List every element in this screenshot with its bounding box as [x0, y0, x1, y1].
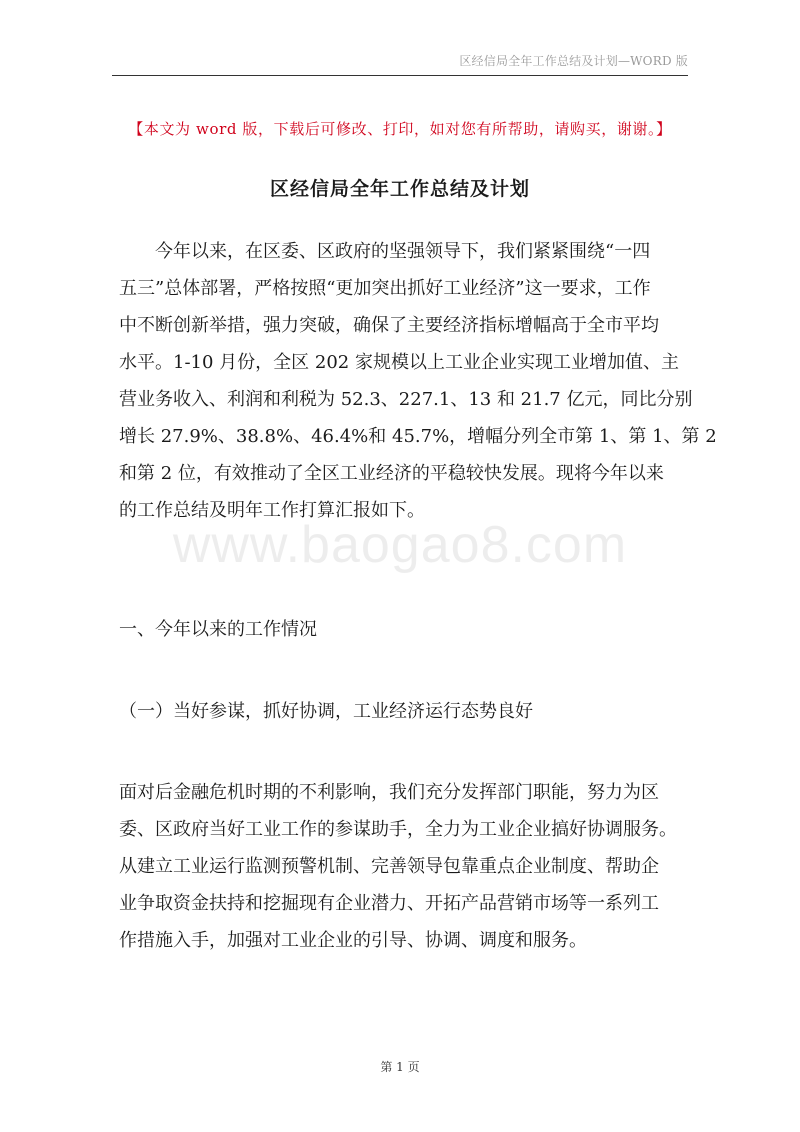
body-line: 业争取资金扶持和挖掘现有企业潜力、开拓产品营销市场等一系列工	[119, 893, 659, 914]
intro-line: 增长 27.9%、38.8%、46.4%和 45.7%，增幅分列全市第 1、第 1、第 2	[119, 426, 717, 447]
body-line: 面对后金融危机时期的不利影响，我们充分发挥部门职能，努力为区	[119, 782, 659, 803]
intro-line: 水平。1-10 月份，全区 202 家规模以上工业企业实现工业增加值、主	[119, 352, 679, 373]
body-line: 从建立工业运行监测预警机制、完善领导包靠重点企业制度、帮助企	[119, 856, 659, 877]
running-header: 区经信局全年工作总结及计划—WORD 版	[459, 54, 688, 68]
intro-line: 营业务收入、利润和利税为 52.3、227.1、13 和 21.7 亿元，同比分别	[119, 389, 693, 410]
body-paragraph	[119, 774, 683, 959]
subsection-heading: （一）当好参谋，抓好协调，工业经济运行态势良好	[119, 701, 533, 722]
document-title: 区经信局全年工作总结及计划	[269, 178, 530, 200]
purchase-notice: 【本文为 word 版，下载后可修改、打印，如对您有所帮助，请购买，谢谢。】	[128, 120, 672, 138]
intro-line: 和第 2 位，有效推动了全区工业经济的平稳较快发展。现将今年以来	[119, 463, 664, 484]
intro-line: 五三”总体部署，严格按照“更加突出抓好工业经济”这一要求，工作	[119, 278, 651, 299]
intro-line: 中不断创新举措，强力突破，确保了主要经济指标增幅高于全市平均	[119, 315, 659, 336]
body-line: 委、区政府当好工业工作的参谋助手，全力为工业企业搞好协调服务。	[119, 819, 677, 840]
body-line: 作措施入手，加强对工业企业的引导、协调、调度和服务。	[119, 930, 587, 951]
header-divider	[112, 75, 688, 76]
page-number: 第 1 页	[380, 1060, 420, 1074]
intro-line: 的工作总结及明年工作打算汇报如下。	[119, 500, 425, 521]
watermark: www.baogao8.com	[172, 516, 628, 574]
section-heading: 一、今年以来的工作情况	[119, 619, 317, 640]
intro-line: 今年以来，在区委、区政府的坚强领导下，我们紧紧围绕“一四	[155, 241, 651, 262]
intro-paragraph	[119, 233, 717, 529]
